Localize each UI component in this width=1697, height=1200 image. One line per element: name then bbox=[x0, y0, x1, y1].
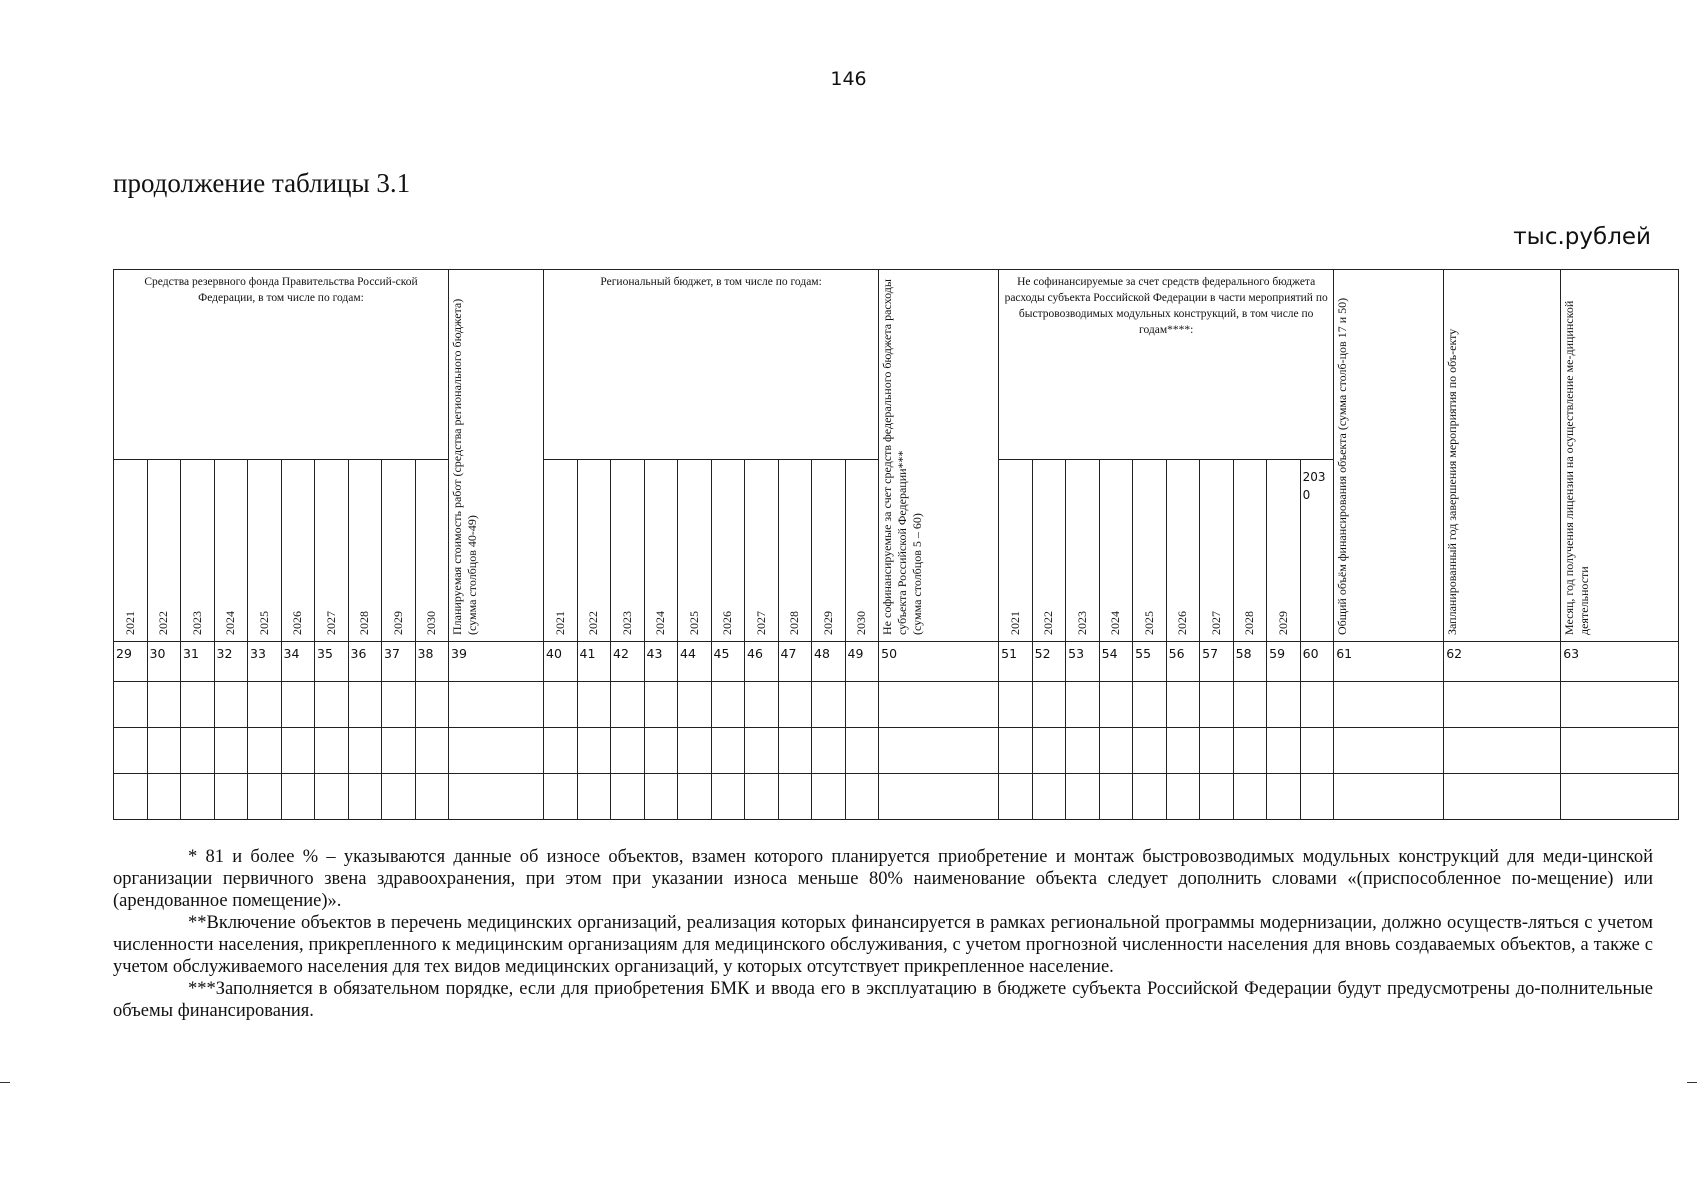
table-cell bbox=[181, 774, 215, 820]
table-cell bbox=[745, 728, 779, 774]
table-cell bbox=[315, 774, 349, 820]
table-cell bbox=[248, 774, 282, 820]
table-cell bbox=[348, 774, 382, 820]
table-cell bbox=[544, 728, 578, 774]
table-cell bbox=[449, 774, 544, 820]
year-header-reserve: 2026 bbox=[281, 460, 315, 642]
header-reserve-fund: Средства резервного фонда Правительства Россий-ской Федерации, в том числе по годам: bbox=[114, 270, 449, 460]
table-cell bbox=[382, 728, 416, 774]
column-number: 31 bbox=[181, 642, 215, 682]
column-number: 57 bbox=[1200, 642, 1234, 682]
table-cell bbox=[449, 728, 544, 774]
year-header-regional: 2026 bbox=[711, 460, 745, 642]
year-header-reserve: 2023 bbox=[181, 460, 215, 642]
table-cell bbox=[1032, 682, 1066, 728]
table-cell bbox=[644, 728, 678, 774]
table-cell bbox=[711, 728, 745, 774]
column-number: 55 bbox=[1133, 642, 1167, 682]
table-cell bbox=[248, 682, 282, 728]
header-col-61: Общий объём финансирования объекта (сумма столб-цов 17 и 50) bbox=[1334, 270, 1444, 642]
table-cell bbox=[147, 682, 181, 728]
header-col-63: Месяц, год получения лицензии на осуществление ме-дицинской деятельности bbox=[1561, 270, 1679, 642]
table-cell bbox=[1066, 728, 1100, 774]
table-cell bbox=[1166, 682, 1200, 728]
table-cell bbox=[879, 774, 999, 820]
year-header-reserve: 2028 bbox=[348, 460, 382, 642]
table-cell bbox=[415, 774, 449, 820]
table-cell bbox=[1166, 774, 1200, 820]
column-number: 50 bbox=[879, 642, 999, 682]
column-number: 58 bbox=[1233, 642, 1267, 682]
table-cell bbox=[1200, 728, 1234, 774]
table-cell bbox=[449, 682, 544, 728]
column-number: 33 bbox=[248, 642, 282, 682]
units-label: тыс.рублей bbox=[1513, 224, 1651, 250]
column-number: 42 bbox=[611, 642, 645, 682]
header-col-50: Не софинансируемые за счет средств федерального бюджета расходы субъекта Российской Федерации*** (сумма столбцов 5 – 60) bbox=[879, 270, 999, 642]
table-cell bbox=[281, 682, 315, 728]
table-cell bbox=[1444, 728, 1561, 774]
table-cell bbox=[812, 728, 846, 774]
year-header-reserve: 2027 bbox=[315, 460, 349, 642]
year-header-regional: 2025 bbox=[678, 460, 712, 642]
year-header-nonfunded: 2027 bbox=[1200, 460, 1234, 642]
table-cell bbox=[845, 682, 879, 728]
table-cell bbox=[1334, 728, 1444, 774]
year-header-regional: 2023 bbox=[611, 460, 645, 642]
table-cell bbox=[577, 774, 611, 820]
column-number-row bbox=[114, 642, 1679, 682]
year-header-nonfunded: 2025 bbox=[1133, 460, 1167, 642]
column-number: 46 bbox=[745, 642, 779, 682]
table-cell bbox=[544, 682, 578, 728]
table-cell bbox=[778, 728, 812, 774]
table-cell bbox=[577, 682, 611, 728]
column-number: 34 bbox=[281, 642, 315, 682]
year-header-reserve: 2030 bbox=[415, 460, 449, 642]
table-cell bbox=[678, 774, 712, 820]
table-cell bbox=[845, 728, 879, 774]
year-header-regional: 2027 bbox=[745, 460, 779, 642]
table-cell bbox=[281, 728, 315, 774]
year-header-regional: 2030 bbox=[845, 460, 879, 642]
table-cell bbox=[711, 682, 745, 728]
table-cell bbox=[1561, 728, 1679, 774]
table-cell bbox=[1267, 682, 1301, 728]
year-header-nonfunded-2030: 203 0 bbox=[1300, 460, 1334, 642]
table-row bbox=[114, 728, 1679, 774]
table-cell bbox=[678, 728, 712, 774]
table-cell bbox=[1032, 728, 1066, 774]
column-number: 30 bbox=[147, 642, 181, 682]
table-cell bbox=[999, 682, 1033, 728]
year-header-reserve: 2022 bbox=[147, 460, 181, 642]
table-cell bbox=[745, 774, 779, 820]
table-cell bbox=[382, 774, 416, 820]
header-nonfunded: Не софинансируемые за счет средств федерального бюджета расходы субъекта Российской Федерации в части мероприятий по быстровозводимых модульных конструкций, в том числе по годам****: bbox=[999, 270, 1334, 460]
column-number: 61 bbox=[1334, 642, 1444, 682]
table-cell bbox=[1300, 682, 1334, 728]
table-cell bbox=[1267, 774, 1301, 820]
year-header-nonfunded: 2029 bbox=[1267, 460, 1301, 642]
margin-mark-left bbox=[0, 1082, 10, 1083]
column-number: 54 bbox=[1099, 642, 1133, 682]
table-cell bbox=[1099, 728, 1133, 774]
year-header-regional: 2022 bbox=[577, 460, 611, 642]
table-cell bbox=[1133, 728, 1167, 774]
table-cell bbox=[1032, 774, 1066, 820]
table-cell bbox=[999, 728, 1033, 774]
column-number: 35 bbox=[315, 642, 349, 682]
header-regional-budget: Региональный бюджет, в том числе по годам: bbox=[544, 270, 879, 460]
table-cell bbox=[711, 774, 745, 820]
column-number: 45 bbox=[711, 642, 745, 682]
table-row bbox=[114, 682, 1679, 728]
table-cell bbox=[812, 682, 846, 728]
table-cell bbox=[415, 682, 449, 728]
table-cell bbox=[281, 774, 315, 820]
year-header-nonfunded: 2028 bbox=[1233, 460, 1267, 642]
table-cell bbox=[147, 728, 181, 774]
table-cell bbox=[1133, 774, 1167, 820]
table-cell bbox=[1444, 682, 1561, 728]
footnotes bbox=[113, 846, 1653, 1022]
table-cell bbox=[1300, 728, 1334, 774]
table-cell bbox=[147, 774, 181, 820]
year-header-nonfunded: 2023 bbox=[1066, 460, 1100, 642]
table-cell bbox=[1444, 774, 1561, 820]
table-cell bbox=[1099, 682, 1133, 728]
column-number: 60 bbox=[1300, 642, 1334, 682]
table-cell bbox=[1066, 682, 1100, 728]
column-number: 44 bbox=[678, 642, 712, 682]
column-number: 38 bbox=[415, 642, 449, 682]
column-number: 62 bbox=[1444, 642, 1561, 682]
footnote-2: **Включение объектов в перечень медицинских организаций, реализация которых финансируется в рамках региональной программы модернизации, должно осуществ-ляться с учетом численности населения, прикрепленного к медицинским организациям для медицинского обслуживания, с учетом прогнозной численности населения для вновь создаваемых объектов, а также с учетом обслуживаемого населения для тех видов медицинских организаций, у которых отсутствует прикрепленное население. bbox=[113, 913, 1653, 977]
margin-mark-right bbox=[1687, 1082, 1697, 1083]
table-cell bbox=[114, 728, 148, 774]
column-number: 56 bbox=[1166, 642, 1200, 682]
table-cell bbox=[845, 774, 879, 820]
column-number: 53 bbox=[1066, 642, 1100, 682]
table-cell bbox=[678, 682, 712, 728]
table-cell bbox=[114, 774, 148, 820]
table-cell bbox=[114, 682, 148, 728]
table-cell bbox=[1200, 774, 1234, 820]
column-number: 40 bbox=[544, 642, 578, 682]
table-cell bbox=[611, 774, 645, 820]
footnote-1: * 81 и более % – указываются данные об износе объектов, взамен которого планируется приобретение и монтаж быстровозводимых модульных конструкций для меди-цинской организации первичного звена здравоохранения, при этом при указании износа меньше 80% наименование объекта следует дополнить словами «(приспособленное по-мещение) или (арендованное помещение)». bbox=[113, 847, 1653, 911]
table-cell bbox=[1334, 774, 1444, 820]
table-cell bbox=[1267, 728, 1301, 774]
year-header-reserve: 2021 bbox=[114, 460, 148, 642]
year-header-regional: 2021 bbox=[544, 460, 578, 642]
column-number: 36 bbox=[348, 642, 382, 682]
column-number: 47 bbox=[778, 642, 812, 682]
year-header-nonfunded: 2022 bbox=[1032, 460, 1066, 642]
table-cell bbox=[778, 774, 812, 820]
table-cell bbox=[1233, 682, 1267, 728]
table-cell bbox=[879, 728, 999, 774]
table-cell bbox=[1233, 774, 1267, 820]
table-cell bbox=[745, 682, 779, 728]
column-number: 29 bbox=[114, 642, 148, 682]
year-header-regional: 2029 bbox=[812, 460, 846, 642]
table-cell bbox=[1133, 682, 1167, 728]
table-cell bbox=[214, 774, 248, 820]
column-number: 52 bbox=[1032, 642, 1066, 682]
column-number: 59 bbox=[1267, 642, 1301, 682]
year-header-reserve: 2029 bbox=[382, 460, 416, 642]
table-cell bbox=[1334, 682, 1444, 728]
table-cell bbox=[778, 682, 812, 728]
table-cell bbox=[1561, 774, 1679, 820]
budget-table-container bbox=[113, 269, 1679, 820]
table-cell bbox=[611, 728, 645, 774]
year-header-regional: 2024 bbox=[644, 460, 678, 642]
column-number: 41 bbox=[577, 642, 611, 682]
table-cell bbox=[415, 728, 449, 774]
year-header-reserve: 2025 bbox=[248, 460, 282, 642]
header-col-39: Планируемая стоимость работ (средства регионального бюджета) (сумма столбцов 40-49) bbox=[449, 270, 544, 642]
table-cell bbox=[1099, 774, 1133, 820]
column-number: 63 bbox=[1561, 642, 1679, 682]
year-header-reserve: 2024 bbox=[214, 460, 248, 642]
table-cell bbox=[1233, 728, 1267, 774]
year-header-nonfunded: 2021 bbox=[999, 460, 1033, 642]
table-cell bbox=[382, 682, 416, 728]
year-header-regional: 2028 bbox=[778, 460, 812, 642]
budget-table bbox=[113, 269, 1679, 820]
continuation-title: продолжение таблицы 3.1 bbox=[113, 168, 411, 198]
table-cell bbox=[1200, 682, 1234, 728]
table-cell bbox=[348, 728, 382, 774]
column-number: 32 bbox=[214, 642, 248, 682]
table-cell bbox=[1166, 728, 1200, 774]
table-cell bbox=[879, 682, 999, 728]
table-cell bbox=[214, 682, 248, 728]
page-number: 146 bbox=[830, 68, 867, 90]
table-cell bbox=[644, 774, 678, 820]
column-number: 48 bbox=[812, 642, 846, 682]
column-number: 51 bbox=[999, 642, 1033, 682]
table-row bbox=[114, 774, 1679, 820]
footnote-3: ***Заполняется в обязательном порядке, если для приобретения БМК и ввода его в эксплуатацию в бюджете субъекта Российской Федерации будут предусмотрены до-полнительные объемы финансирования. bbox=[113, 979, 1653, 1021]
table-cell bbox=[214, 728, 248, 774]
column-number: 37 bbox=[382, 642, 416, 682]
table-cell bbox=[812, 774, 846, 820]
table-cell bbox=[248, 728, 282, 774]
table-cell bbox=[644, 682, 678, 728]
table-cell bbox=[315, 728, 349, 774]
table-cell bbox=[999, 774, 1033, 820]
table-cell bbox=[611, 682, 645, 728]
table-cell bbox=[181, 682, 215, 728]
header-col-62: Запланированный год завершения мероприятия по объ-екту bbox=[1444, 270, 1561, 642]
table-cell bbox=[1066, 774, 1100, 820]
year-header-nonfunded: 2024 bbox=[1099, 460, 1133, 642]
table-cell bbox=[1300, 774, 1334, 820]
table-cell bbox=[577, 728, 611, 774]
table-cell bbox=[315, 682, 349, 728]
column-number: 49 bbox=[845, 642, 879, 682]
table-cell bbox=[181, 728, 215, 774]
table-cell bbox=[348, 682, 382, 728]
column-number: 39 bbox=[449, 642, 544, 682]
year-header-nonfunded: 2026 bbox=[1166, 460, 1200, 642]
table-cell bbox=[1561, 682, 1679, 728]
column-number: 43 bbox=[644, 642, 678, 682]
table-cell bbox=[544, 774, 578, 820]
